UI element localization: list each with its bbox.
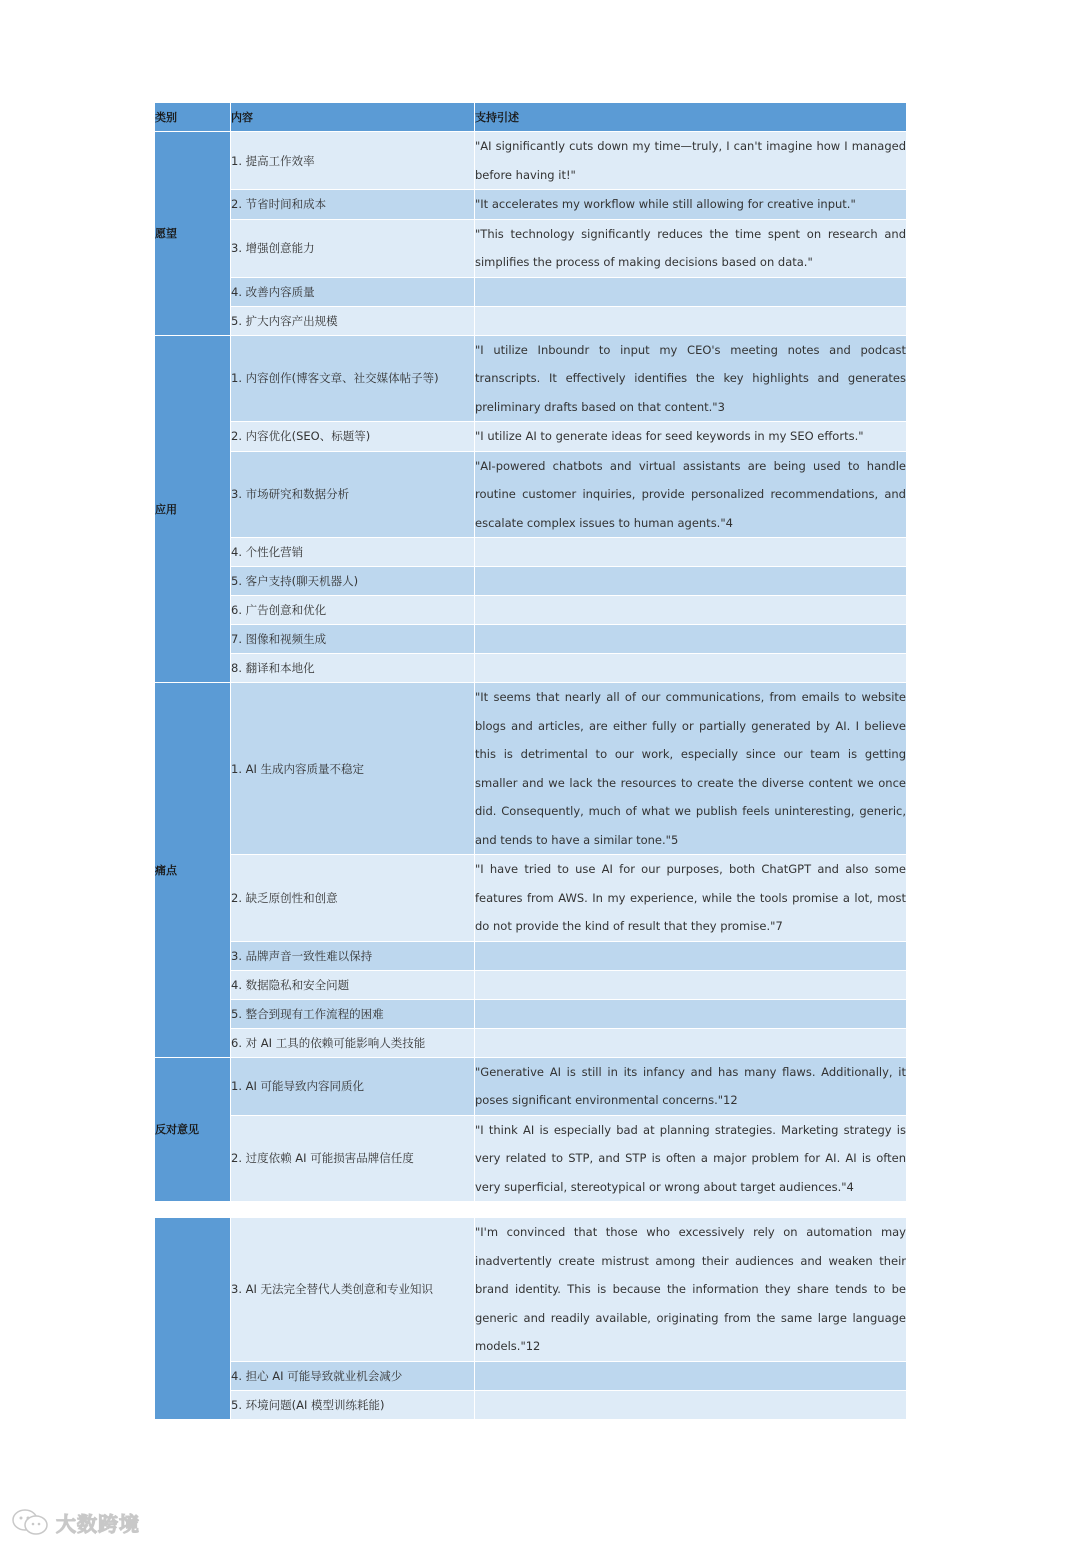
content-cell: 7. 图像和视频生成	[231, 625, 475, 654]
table-row	[155, 422, 907, 452]
content-cell: 3. AI 无法完全替代人类创意和专业知识	[231, 1218, 475, 1362]
table-row	[155, 654, 907, 683]
category-cell: 应用	[155, 335, 231, 683]
wechat-logo-icon	[10, 1507, 50, 1537]
quote-cell	[475, 654, 907, 683]
quote-cell: "AI-powered chatbots and virtual assistants are being used to handle routine customer inquiries, provide personalized recommendations, and escalate complex issues to human agents."4	[475, 451, 907, 538]
content-cell: 1. AI 生成内容质量不稳定	[231, 683, 475, 855]
content-cell: 4. 数据隐私和安全问题	[231, 970, 475, 999]
watermark-text: 大数跨境	[56, 1511, 140, 1536]
content-cell: 6. 对 AI 工具的依赖可能影响人类技能	[231, 1028, 475, 1057]
content-cell: 6. 广告创意和优化	[231, 596, 475, 625]
table-row	[155, 941, 907, 970]
content-cell: 5. 环境问题(AI 模型训练耗能)	[231, 1390, 475, 1419]
table-row	[155, 970, 907, 999]
table-row	[155, 567, 907, 596]
quote-cell: "I'm convinced that those who excessively rely on automation may inadvertently create mistrust among their audiences and weaken their brand identity. This is because the information they share tends to be generic and readily available, originating from the same large language models."12	[475, 1218, 907, 1362]
table-row	[155, 1390, 907, 1419]
content-cell: 5. 扩大内容产出规模	[231, 306, 475, 335]
main-table	[154, 102, 907, 1202]
quote-cell: "I have tried to use AI for our purposes, both ChatGPT and also some features from AWS. In my experience, while the tools promise a lot, most do not provide the kind of result that they promise."7	[475, 855, 907, 942]
content-cell: 3. 品牌声音一致性难以保持	[231, 941, 475, 970]
quote-cell	[475, 567, 907, 596]
quote-cell	[475, 1361, 907, 1390]
quote-cell: "AI significantly cuts down my time—truly, I can't imagine how I managed before having it!"	[475, 132, 907, 190]
table-row	[155, 1218, 907, 1362]
table-row	[155, 1361, 907, 1390]
quote-cell	[475, 306, 907, 335]
quote-cell	[475, 596, 907, 625]
quote-cell: "It accelerates my workflow while still allowing for creative input."	[475, 190, 907, 220]
table-row	[155, 335, 907, 422]
quote-cell: "I utilize Inboundr to input my CEO's meeting notes and podcast transcripts. It effectively identifies the key highlights and generates preliminary drafts based on that content."3	[475, 335, 907, 422]
content-cell: 4. 个性化营销	[231, 538, 475, 567]
header-content: 内容	[231, 103, 475, 132]
content-cell: 2. 过度依赖 AI 可能损害品牌信任度	[231, 1115, 475, 1202]
content-cell: 2. 缺乏原创性和创意	[231, 855, 475, 942]
table-row	[155, 683, 907, 855]
continuation-table	[154, 1217, 907, 1420]
quote-cell: "It seems that nearly all of our communications, from emails to website blogs and articles, are either fully or partially generated by AI. I believe this is detrimental to our work, especially since our team is getting smaller and we lack the resources to create the diverse content we once did. Consequently, much of what we publish feels uninteresting, generic, and tends to have a similar tone."5	[475, 683, 907, 855]
quote-cell	[475, 625, 907, 654]
table-row	[155, 451, 907, 538]
table-row	[155, 1057, 907, 1115]
content-cell: 5. 客户支持(聊天机器人)	[231, 567, 475, 596]
watermark	[10, 1505, 140, 1539]
category-cell: 愿望	[155, 132, 231, 336]
table-row	[155, 855, 907, 942]
quote-cell	[475, 1390, 907, 1419]
quote-cell	[475, 538, 907, 567]
quote-cell: "I utilize AI to generate ideas for seed keywords in my SEO efforts."	[475, 422, 907, 452]
content-cell: 1. 内容创作(博客文章、社交媒体帖子等)	[231, 335, 475, 422]
table-row	[155, 277, 907, 306]
table-row	[155, 306, 907, 335]
content-cell: 1. AI 可能导致内容同质化	[231, 1057, 475, 1115]
content-cell: 3. 市场研究和数据分析	[231, 451, 475, 538]
content-cell: 1. 提高工作效率	[231, 132, 475, 190]
table-row	[155, 625, 907, 654]
category-cell: 反对意见	[155, 1057, 231, 1202]
table-row	[155, 1115, 907, 1202]
table-row	[155, 999, 907, 1028]
table-row	[155, 219, 907, 277]
header-quote: 支持引述	[475, 103, 907, 132]
table-row	[155, 1028, 907, 1057]
quote-cell	[475, 277, 907, 306]
content-cell: 5. 整合到现有工作流程的困难	[231, 999, 475, 1028]
content-cell: 4. 改善内容质量	[231, 277, 475, 306]
content-cell: 2. 内容优化(SEO、标题等)	[231, 422, 475, 452]
table-row	[155, 132, 907, 190]
quote-cell: "This technology significantly reduces the time spent on research and simplifies the process of making decisions based on data."	[475, 219, 907, 277]
content-cell: 3. 增强创意能力	[231, 219, 475, 277]
content-cell: 2. 节省时间和成本	[231, 190, 475, 220]
content-cell: 4. 担心 AI 可能导致就业机会减少	[231, 1361, 475, 1390]
quote-cell	[475, 941, 907, 970]
quote-cell	[475, 999, 907, 1028]
table-row	[155, 190, 907, 220]
header-category: 类别	[155, 103, 231, 132]
table-row	[155, 538, 907, 567]
content-cell: 8. 翻译和本地化	[231, 654, 475, 683]
quote-cell	[475, 970, 907, 999]
category-cell	[155, 1218, 231, 1420]
quote-cell: "I think AI is especially bad at planning strategies. Marketing strategy is very related to STP, and STP is often a major problem for AI. AI is often very superficial, stereotypical or wrong about target audiences."4	[475, 1115, 907, 1202]
category-cell: 痛点	[155, 683, 231, 1058]
table-row	[155, 596, 907, 625]
quote-cell: "Generative AI is still in its infancy and has many flaws. Additionally, it poses significant environmental concerns."12	[475, 1057, 907, 1115]
quote-cell	[475, 1028, 907, 1057]
